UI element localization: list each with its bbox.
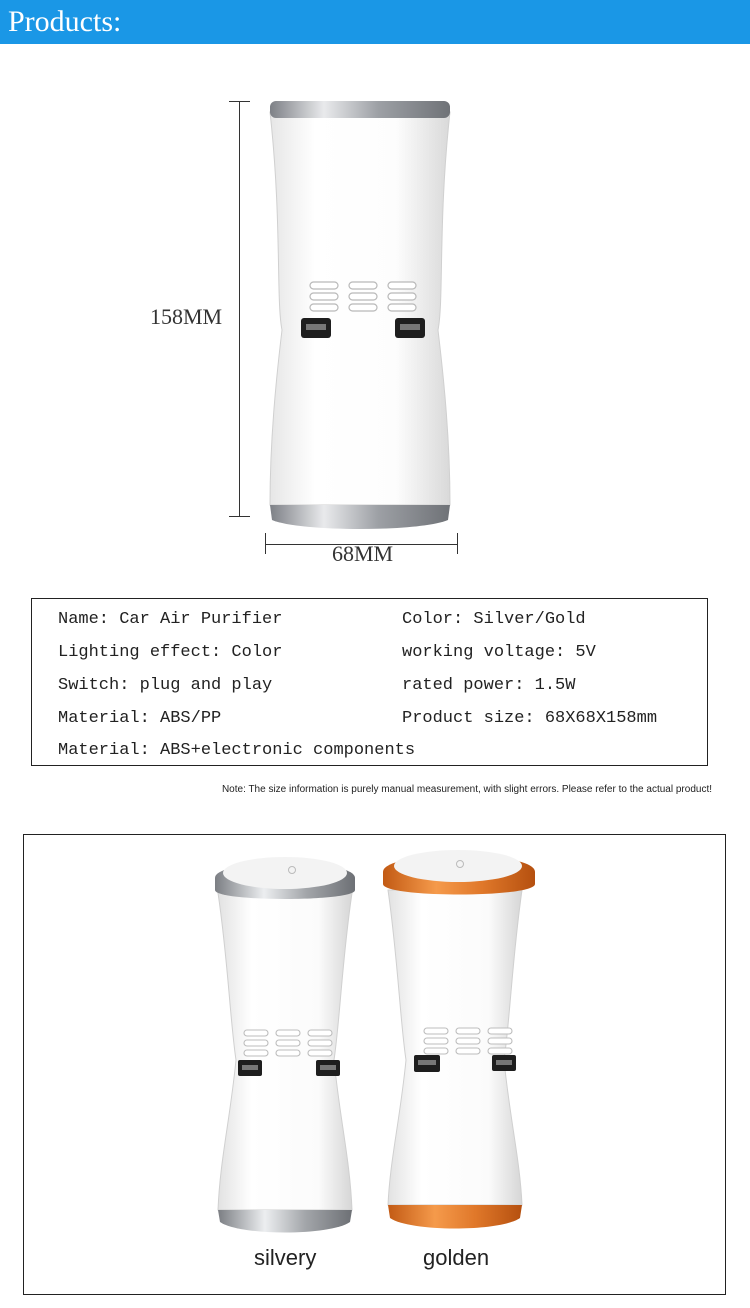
spec-material-components: Material: ABS+electronic components xyxy=(58,741,416,760)
silvery-unit xyxy=(215,857,355,1233)
width-dimension-cap-left xyxy=(265,533,266,554)
spec-voltage: working voltage: 5V xyxy=(402,643,596,662)
height-dimension-label: 158MM xyxy=(150,304,223,329)
spec-lighting: Lighting effect: Color xyxy=(58,643,283,662)
height-dimension-line xyxy=(239,101,240,516)
spec-material: Material: ABS/PP xyxy=(58,709,222,728)
caption-golden: golden xyxy=(423,1245,490,1270)
height-dimension-cap-bottom xyxy=(229,516,250,517)
height-dimension-cap-top xyxy=(229,101,250,102)
spec-name: Name: Car Air Purifier xyxy=(58,610,283,629)
spec-color: Color: Silver/Gold xyxy=(402,610,586,629)
caption-silvery: silvery xyxy=(254,1245,317,1270)
width-dimension-label: 68MM xyxy=(332,541,394,566)
product-variants-image xyxy=(0,834,750,1274)
page-title: Products: xyxy=(8,5,122,38)
header-bar xyxy=(0,0,750,44)
width-dimension-cap-right xyxy=(457,533,458,554)
product-image-main xyxy=(0,60,750,580)
spec-switch: Switch: plug and play xyxy=(58,676,273,695)
size-note: Note: The size information is purely manual measurement, with slight errors. Please refer to the actual product! xyxy=(221,784,712,795)
golden-unit xyxy=(383,850,535,1229)
spec-power: rated power: 1.5W xyxy=(402,676,576,695)
spec-size: Product size: 68X68X158mm xyxy=(402,709,658,728)
